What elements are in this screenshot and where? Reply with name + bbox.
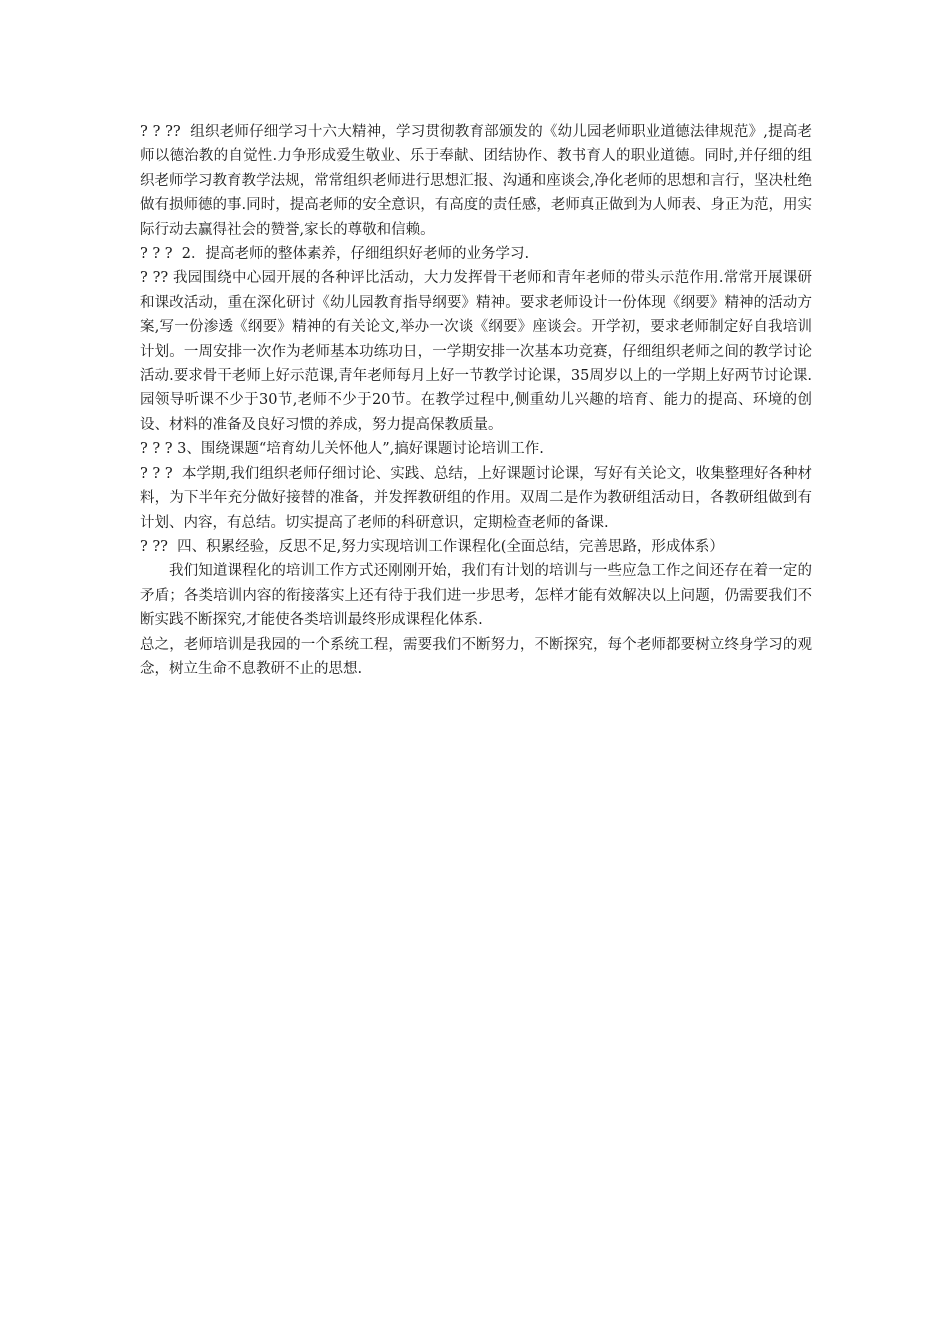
heading-professional-study: ? ? ? 2．提高老师的整体素养，仔细组织好老师的业务学习.	[140, 246, 530, 263]
heading-research-topic: ? ? ? 3、围绕课题“培育幼儿关怀他人”,搞好课题讨论培训工作.	[140, 441, 544, 458]
paragraph-conclusion: 总之，老师培训是我园的一个系统工程，需要我们不断努力，不断探究，每个老师都要树立终身学习的观念，树立生命不息教研不止的思想.	[140, 636, 812, 677]
paragraph-teacher-ethics: ? ? ?? 组织老师仔细学习十六大精神，学习贯彻教育部颁发的《幼儿园老师职业道德法律规范》,提高老师以德治教的自觉性.力争形成爱生敬业、乐于奉献、团结协作、教书育人的职业道德。同时,并仔细的组织老师学习教育教学法规，常常组织老师进行思想汇报、沟通和座谈会,净化老师的思想和言行，坚决杜绝做有损师德的事.同时，提高老师的安全意识，有高度的责任感，老师真正做到为人师表、身正为范，用实际行动去赢得社会的赞誉,家长的尊敬和信赖。	[140, 124, 812, 238]
paragraph-professional-study: ? ?? 我园围绕中心园开展的各种评比活动，大力发挥骨干老师和青年老师的带头示范作用.常常开展课研和课改活动，重在深化研讨《幼儿园教育指导纲要》精神。要求老师设计一份体现《纲要》精神的活动方案,写一份渗透《纲要》精神的有关论文,举办一次谈《纲要》座谈会。开学初，要求老师制定好自我培训计划。一周安排一次作为老师基本功练功日，一学期安排一次基本功竞赛，仔细组织老师之间的教学讨论活动.要求骨干老师上好示范课,青年老师每月上好一节教学讨论课，35周岁以上的一学期上好两节讨论课.园领导听课不少于30节,老师不少于20节。在教学过程中,侧重幼儿兴趣的培育、能力的提高、环境的创设、材料的准备及良好习惯的养成，努力提高保教质量。	[140, 270, 812, 433]
paragraph-training-curriculum: 我们知道课程化的培训工作方式还刚刚开始，我们有计划的培训与一些应急工作之间还存在着一定的矛盾；各类培训内容的衔接落实上还有待于我们进一步思考，怎样才能有效解决以上问题，仍需要我们不断实践不断探究,才能使各类培训最终形成课程化体系.	[140, 563, 812, 629]
heading-accumulate-experience: ? ?? 四、积累经验，反思不足,努力实现培训工作课程化(全面总结，完善思路，形成体系）	[140, 538, 724, 555]
paragraph-research-topic: ? ? ? 本学期,我们组织老师仔细讨论、实践、总结，上好课题讨论课，写好有关论文，收集整理好各种材料，为下半年充分做好接替的准备，并发挥教研组的作用。双周二是作为教研组活动日，各教研组做到有计划、内容，有总结。切实提高了老师的科研意识，定期检查老师的备课.	[140, 465, 812, 531]
document-body	[140, 120, 812, 681]
